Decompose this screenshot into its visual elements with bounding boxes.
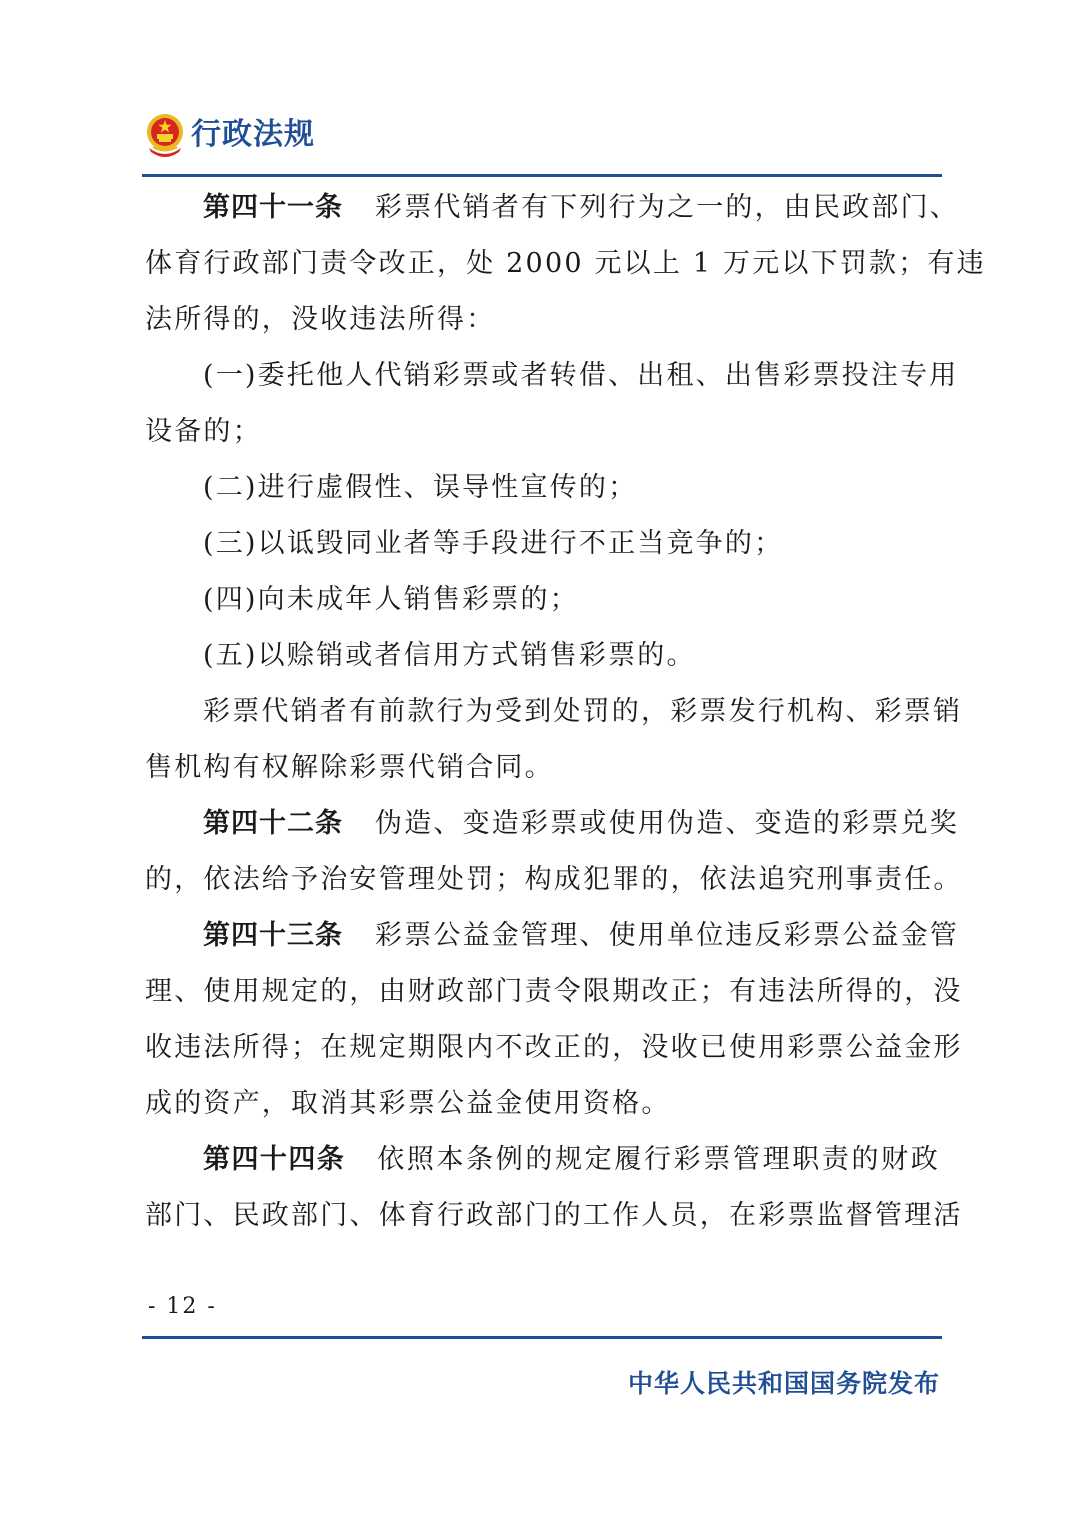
line-text: 伪造、变造彩票或使用伪造、变造的彩票兑奖 [375, 808, 959, 839]
text-line [145, 628, 940, 684]
article-first-line [145, 796, 959, 852]
article-label: 第四十一条 [203, 192, 343, 223]
text-line [145, 964, 963, 1020]
text-line [145, 348, 959, 404]
text-line [145, 236, 986, 292]
line-text: 彩票代销者有前款行为受到处罚的，彩票发行机构、彩票销 [203, 696, 963, 727]
line-text: 部门、民政部门、体育行政部门的工作人员，在彩票监督管理活 [145, 1200, 963, 1231]
line-text: 收违法所得；在规定期限内不改正的，没收已使用彩票公益金形 [145, 1032, 963, 1063]
text-line [145, 852, 963, 908]
text-line [145, 1020, 963, 1076]
article-first-line [145, 1132, 940, 1188]
text-line [145, 1188, 963, 1244]
line-text: 彩票公益金管理、使用单位违反彩票公益金管 [375, 920, 959, 951]
line-text: (二)进行虚假性、误导性宣传的； [203, 472, 638, 503]
line-text: 依照本条例的规定履行彩票管理职责的财政 [377, 1144, 940, 1175]
article-label: 第四十三条 [203, 920, 343, 951]
header-title: 行政法规 [191, 117, 315, 152]
regulation-body [145, 180, 986, 1244]
article-label: 第四十四条 [203, 1144, 346, 1175]
text-line [145, 292, 940, 348]
line-text: 彩票代销者有下列行为之一的，由民政部门、 [375, 192, 959, 223]
page-header [145, 112, 315, 158]
national-emblem-icon [145, 112, 185, 158]
article-label: 第四十二条 [203, 808, 343, 839]
text-line [145, 1076, 940, 1132]
line-text: 售机构有权解除彩票代销合同。 [145, 752, 554, 783]
line-text: 成的资产，取消其彩票公益金使用资格。 [145, 1088, 671, 1119]
article-first-line [145, 908, 959, 964]
line-text: 理、使用规定的，由财政部门责令限期改正；有违法所得的，没 [145, 976, 963, 1007]
text-line [145, 684, 963, 740]
text-line [145, 740, 940, 796]
footer-publisher: 中华人民共和国国务院发布 [627, 1369, 940, 1398]
line-text: 体育行政部门责令改正，处 2000 元以上 1 万元以下罚款；有违 [145, 248, 986, 279]
line-text: 的，依法给予治安管理处罚；构成犯罪的，依法追究刑事责任。 [145, 864, 963, 895]
header-divider [142, 174, 942, 177]
line-text: (一)委托他人代销彩票或者转借、出租、出售彩票投注专用 [203, 360, 959, 391]
text-line [145, 516, 940, 572]
line-text: (五)以赊销或者信用方式销售彩票的。 [203, 640, 696, 671]
line-text: 法所得的，没收违法所得： [145, 304, 496, 335]
footer-divider [142, 1336, 942, 1339]
line-text: (四)向未成年人销售彩票的； [203, 584, 579, 615]
text-line [145, 404, 940, 460]
line-text: 设备的； [145, 416, 262, 447]
line-text: (三)以诋毁同业者等手段进行不正当竞争的； [203, 528, 784, 559]
text-line [145, 572, 940, 628]
text-line [145, 460, 940, 516]
page-number: - 12 - [148, 1294, 217, 1319]
article-first-line [145, 180, 959, 236]
